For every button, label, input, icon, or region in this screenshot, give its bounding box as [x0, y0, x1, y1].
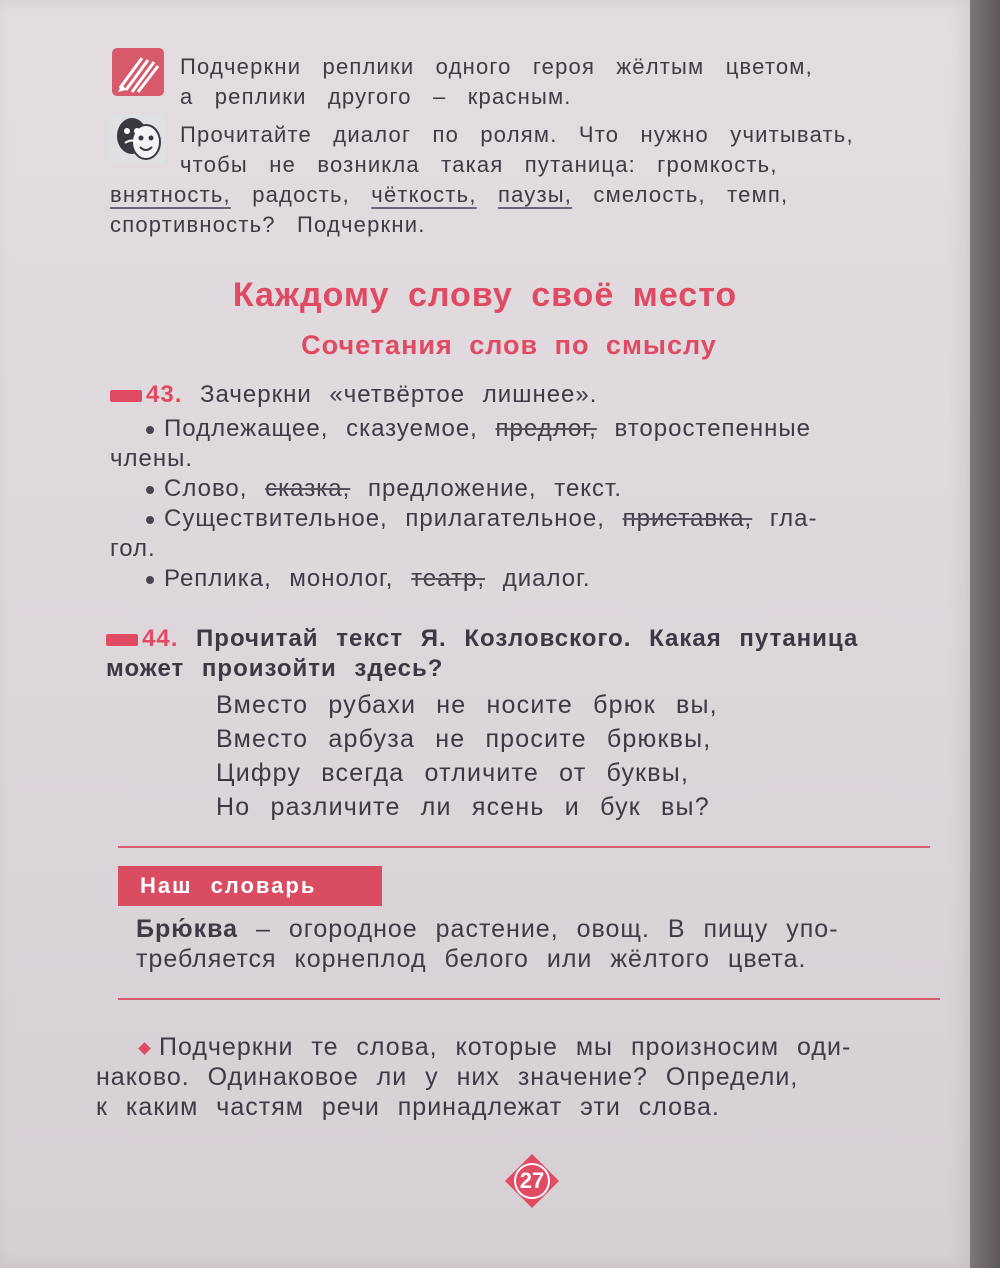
ex43-row3 — [110, 504, 930, 534]
word-chetkost: чёткость, — [371, 182, 477, 207]
final-line2: наково. Одинаковое ли у них значение? Определи, — [96, 1063, 799, 1091]
roles-line4: спортивность? Подчеркни. — [110, 212, 426, 237]
poem-line: Вместо рубахи не носите брюк вы, — [216, 691, 718, 719]
dictionary-label: Наш словарь — [118, 866, 382, 906]
ex43-row1-text-b: второстепенные — [614, 415, 811, 442]
ex43-header — [110, 380, 930, 410]
ex43-row2-crossed: сказка, — [265, 475, 351, 502]
ex43-row1 — [110, 414, 930, 444]
exercise-marker — [106, 634, 138, 646]
final-line1-text: Подчеркни те слова, которые мы произносим оди- — [159, 1033, 852, 1061]
dictionary-entry — [136, 914, 946, 974]
ex43-row1-cont: члены. — [110, 445, 194, 472]
task-read-by-roles — [110, 120, 910, 240]
roles-line2: чтобы не возникла такая путаница: громкость, — [180, 152, 778, 177]
ex43-instruction: Зачеркни «четвёртое лишнее». — [200, 381, 598, 408]
ex43-row2-text: Слово, — [164, 475, 248, 502]
ex43-row2 — [110, 474, 930, 504]
bullet-icon — [146, 426, 154, 434]
page-number: 27 — [519, 1168, 545, 1193]
poem-line: Но различите ли ясень и бук вы? — [216, 793, 710, 821]
divider — [118, 846, 930, 848]
ex44-number: 44. — [142, 625, 179, 652]
final-line1 — [96, 1032, 956, 1062]
word-radost: радость, — [252, 182, 350, 207]
roles-line1: Прочитайте диалог по ролям. Что нужно учитывать, — [180, 122, 854, 147]
words-smelost-temp: смелость, темп, — [593, 182, 789, 207]
ex43-row2-text-b: предложение, текст. — [367, 475, 623, 502]
bullet-icon — [146, 576, 154, 584]
poem — [106, 688, 926, 824]
ex43-row4-text-b: диалог. — [502, 565, 591, 592]
ex44-header — [106, 624, 926, 654]
ex43-row4-crossed: театр, — [411, 565, 486, 592]
dictionary-def-line2: требляется корнеплод белого или жёлтого цвета. — [136, 945, 807, 973]
ex43-row1-crossed: предлог, — [495, 415, 597, 442]
section-title: Каждому слову своё место — [232, 276, 738, 314]
ex43-row1-text: Подлежащее, сказуемое, — [164, 415, 478, 442]
dictionary-def-line1 — [136, 914, 946, 944]
ex43-row3-cont: гол. — [110, 535, 156, 562]
ex43-row3-text-b: гла- — [769, 505, 818, 532]
roles-line3 — [110, 180, 910, 210]
task-underline-line1: Подчеркни реплики одного героя жёлтым цветом, — [180, 54, 813, 79]
word-vnyatnost: внятность, — [110, 182, 231, 207]
divider — [118, 998, 940, 1000]
ex44-line2: может произойти здесь? — [106, 655, 444, 682]
task-underline-line2: а реплики другого – красным. — [180, 84, 572, 109]
exercise-44 — [106, 624, 926, 824]
bullet-icon — [146, 486, 154, 494]
poem-line: Вместо арбуза не просите брюквы, — [216, 725, 712, 753]
dictionary-def-text1: – огородное растение, овощ. В пищу упо- — [256, 915, 839, 943]
dictionary-term: Брю́ква — [136, 915, 239, 943]
bullet-icon — [146, 516, 154, 524]
final-line3: к каким частям речи принадлежат эти слова. — [96, 1093, 720, 1121]
final-task — [96, 1032, 956, 1122]
ex43-row3-crossed: приставка, — [622, 505, 753, 532]
page-edge — [970, 0, 1000, 1268]
word-pauzy: паузы, — [497, 182, 573, 207]
ex43-number: 43. — [146, 381, 183, 408]
pencil-icon — [112, 48, 164, 96]
ex44-line1: Прочитай текст Я. Козловского. Какая путаница — [196, 625, 859, 652]
ex43-row4-text: Реплика, монолог, — [164, 565, 394, 592]
ex43-row4 — [110, 564, 930, 594]
exercise-43 — [110, 380, 930, 594]
poem-line: Цифру всегда отличите от буквы, — [216, 759, 690, 787]
diamond-icon — [138, 1042, 151, 1055]
exercise-marker — [110, 390, 142, 402]
ex43-row3-text: Существительное, прилагательное, — [164, 505, 605, 532]
task-underline-replicas — [180, 52, 900, 112]
page-number-badge-icon — [503, 1152, 561, 1210]
section-subtitle: Сочетания слов по смыслу — [301, 330, 717, 360]
